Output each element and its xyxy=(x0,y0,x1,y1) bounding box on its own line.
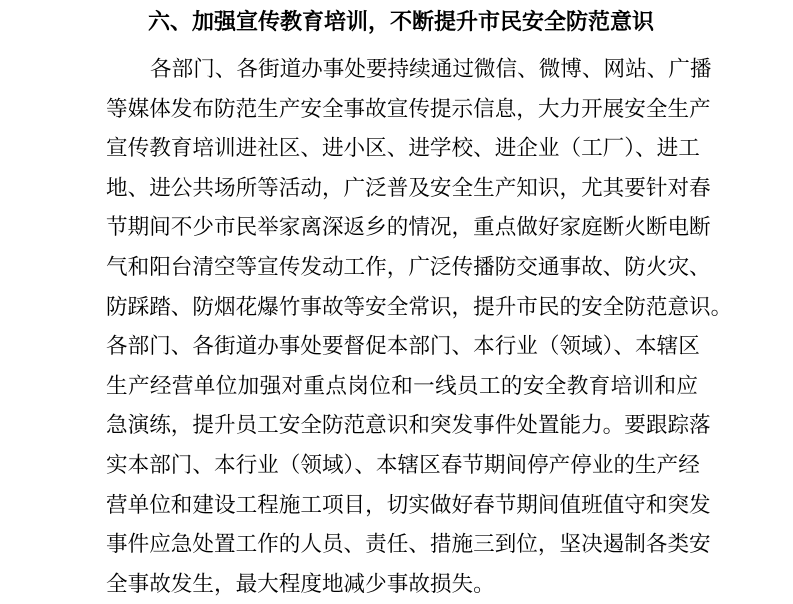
section-body xyxy=(106,50,733,604)
paragraph-line: 节期间不少市民举家离深返乡的情况，重点做好家庭断火断电断 xyxy=(106,215,711,241)
paragraph-line: 各部门、各街道办事处要持续通过微信、微博、网站、广播 xyxy=(150,57,712,82)
paragraph-line: 宣传教育培训进社区、进小区、进学校、进企业（工厂）、进工 xyxy=(106,136,700,162)
paragraph-line: 全事故发生，最大程度地减少事故损失。 xyxy=(106,571,495,597)
paragraph-line: 生产经营单位加强对重点岗位和一线员工的安全教育培训和应 xyxy=(106,373,698,399)
paragraph-line: 急演练，提升员工安全防范意识和突发事件处置能力。要跟踪落 xyxy=(106,413,711,439)
paragraph-line: 气和阳台清空等宣传发动工作，广泛传播防交通事故、防火灾、 xyxy=(106,254,711,280)
section-heading: 六、加强宣传教育培训，不断提升市民安全防范意识 xyxy=(148,10,655,35)
paragraph-line: 实本部门、本行业（领域）、本辖区春节期间停产停业的生产经 xyxy=(106,452,700,478)
paragraph-line: 防踩踏、防烟花爆竹事故等安全常识，提升市民的安全防范意识。 xyxy=(106,294,733,320)
paragraph-line: 事件应急处置工作的人员、责任、措施三到位，坚决遏制各类安 xyxy=(106,532,711,558)
paragraph-line: 等媒体发布防范生产安全事故宣传提示信息，大力开展安全生产 xyxy=(106,96,711,122)
paragraph-line: 营单位和建设工程施工项目，切实做好春节期间值班值守和突发 xyxy=(106,492,711,518)
paragraph-line: 各部门、各街道办事处要督促本部门、本行业（领域）、本辖区 xyxy=(106,334,700,360)
paragraph-line: 地、进公共场所等活动，广泛普及安全生产知识，尤其要针对春 xyxy=(106,175,711,201)
